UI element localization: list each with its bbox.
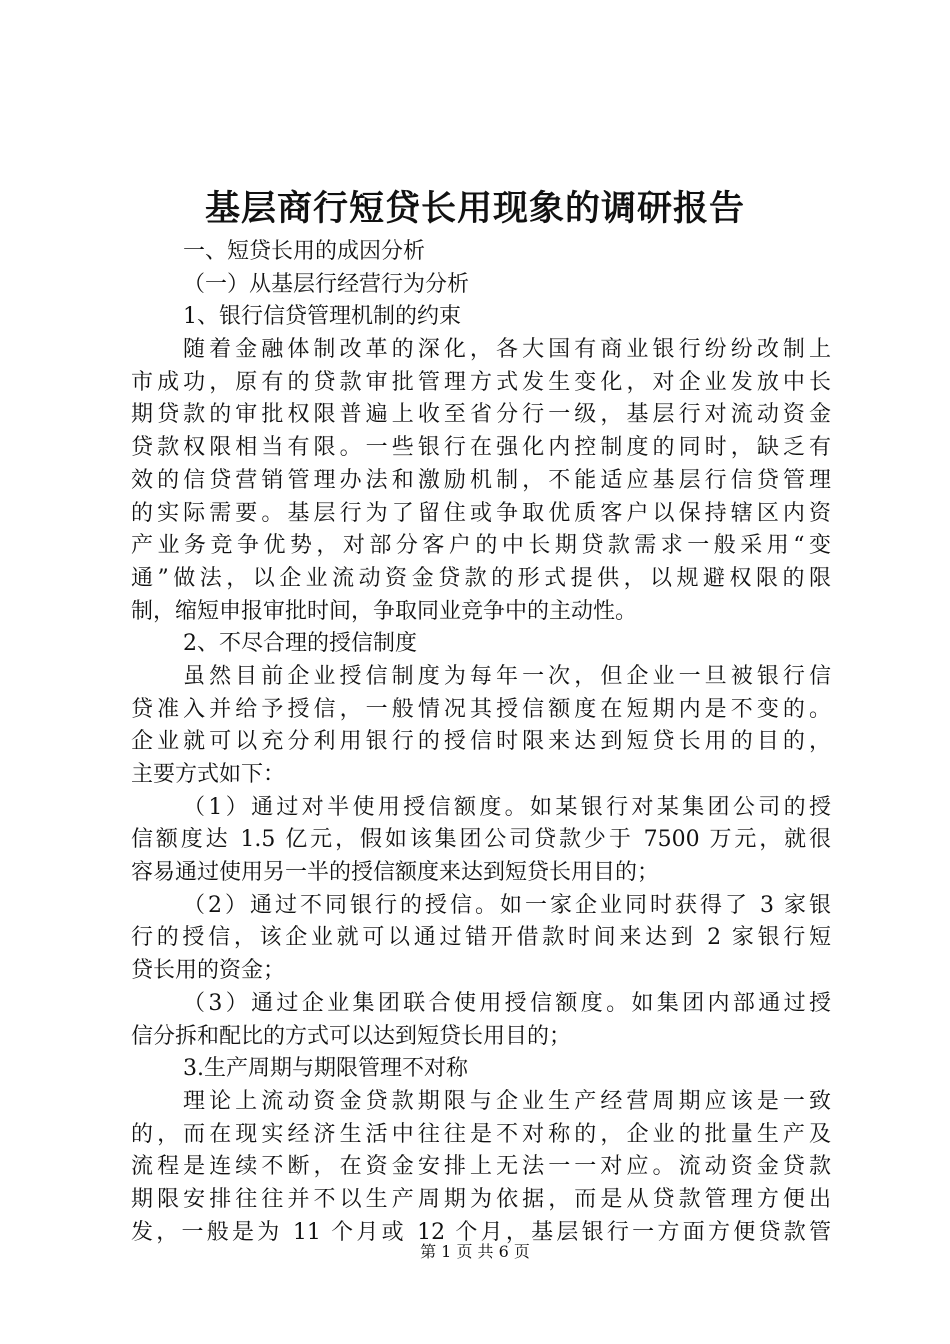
text-line: （2）通过不同银行的授信。如一家企业同时获得了 3 家银 [183, 892, 831, 918]
text-line: 期限安排往往并不以生产周期为依据，而是从贷款管理方便出 [131, 1186, 831, 1212]
text-line: 随着金融体制改革的深化，各大国有商业银行纷纷改制上 [183, 337, 831, 363]
text-line: 通”做法，以企业流动资金贷款的形式提供，以规避权限的限 [131, 565, 831, 591]
text-line: （1）通过对半使用授信额度。如某银行对某集团公司的授 [183, 794, 831, 820]
text-line: 信分拆和配比的方式可以达到短贷长用目的； [131, 1023, 572, 1049]
text-line: 贷准入并给予授信，一般情况其授信额度在短期内是不变的。 [131, 696, 831, 722]
text-line: 企业就可以充分利用银行的授信时限来达到短贷长用的目的， [131, 729, 831, 755]
text-line: 理论上流动资金贷款期限与企业生产经营周期应该是一致 [183, 1088, 831, 1114]
text-line: （3）通过企业集团联合使用授信额度。如集团内部通过授 [183, 990, 831, 1016]
text-line: （一）从基层行经营行为分析 [183, 271, 470, 297]
text-line: 1、银行信贷管理机制的约束 [183, 304, 461, 330]
text-line: 流程是连续不断，在资金安排上无法一一对应。流动资金贷款 [131, 1154, 831, 1180]
text-line: 2、不尽合理的授信制度 [183, 631, 417, 657]
text-line: 效的信贷营销管理办法和激励机制，不能适应基层行信贷管理 [131, 467, 831, 493]
text-line: 虽然目前企业授信制度为每年一次，但企业一旦被银行信 [183, 663, 831, 689]
text-line: 制，缩短申报审批时间，争取同业竞争中的主动性。 [131, 598, 638, 624]
text-line: 的实际需要。基层行为了留住或争取优质客户以保持辖区内资 [131, 500, 831, 526]
text-line: 贷长用的资金； [131, 958, 286, 984]
page-footer: 第 1 页 共 6 页 [420, 1242, 530, 1261]
document-body [131, 236, 831, 1249]
document-title: 基层商行短贷长用现象的调研报告 [204, 188, 745, 229]
text-line: 产业务竞争优势，对部分客户的中长期贷款需求一般采用“变 [131, 533, 831, 559]
text-line: 主要方式如下： [131, 762, 286, 787]
text-line: 期贷款的审批权限普遍上收至省分行一级，基层行对流动资金 [131, 402, 831, 428]
text-line: 的，而在现实经济生活中往往是不对称的，企业的批量生产及 [131, 1121, 831, 1147]
text-line: 容易通过使用另一半的授信额度来达到短贷长用目的； [131, 860, 660, 886]
text-line: 一、短贷长用的成因分析 [183, 239, 426, 264]
text-line: 市成功，原有的贷款审批管理方式发生变化，对企业发放中长 [131, 369, 831, 395]
text-line: 发，一般是为 11 个月或 12 个月，基层银行一方面方便贷款管 [131, 1219, 831, 1245]
text-line: 行的授信，该企业就可以通过错开借款时间来达到 2 家银行短 [131, 925, 831, 951]
text-line: 信额度达 1.5 亿元，假如该集团公司贷款少于 7500 万元，就很 [131, 827, 831, 853]
text-line: 3.生产周期与期限管理不对称 [183, 1056, 468, 1082]
text-line: 贷款权限相当有限。一些银行在强化内控制度的同时，缺乏有 [131, 435, 831, 461]
